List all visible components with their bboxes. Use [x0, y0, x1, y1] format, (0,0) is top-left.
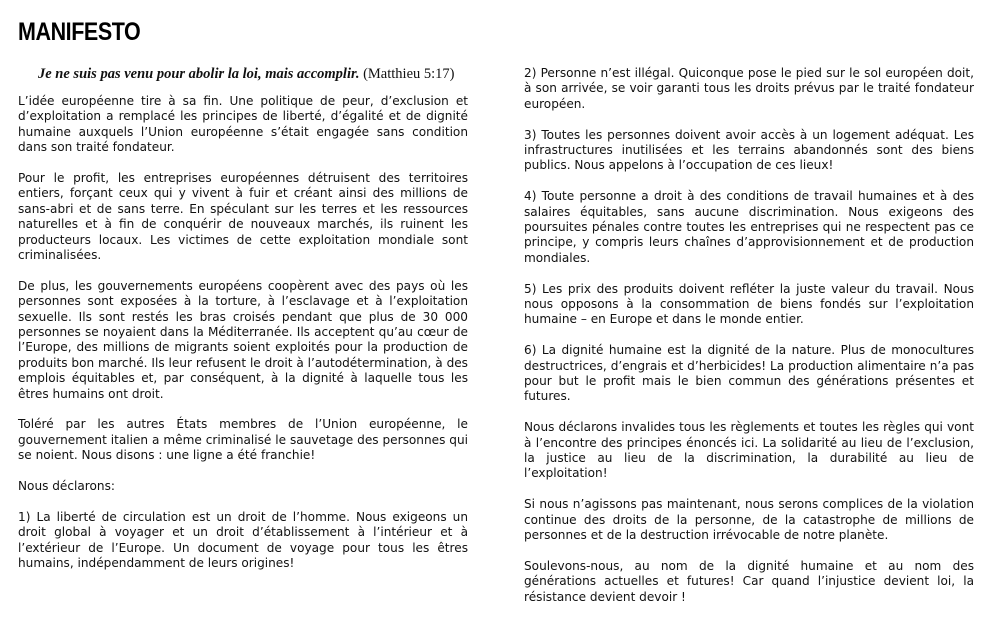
left-column [18, 66, 468, 587]
paragraph-point-1: 1) La liberté de circulation est un droit de l’homme. Nous exigeons un droit global à voyager et un droit d’établissement à l’intérieur et à l’extérieur de l’Europe. Un document de voyage pour tous les êtres humains, indépendamment de leurs origines! [18, 509, 468, 571]
paragraph-declaration-heading: Nous déclarons: [18, 479, 115, 494]
paragraph-point-3: 3) Toutes les personnes doivent avoir accès à un logement adéquat. Les infrastructures inutilisées et les terrains abandonnés sont des biens publics. Nous appelons à l’occupation de ces lieux! [524, 127, 974, 173]
epigraph-source: (Matthieu 5:17) [363, 66, 455, 82]
paragraph-invalid-rules: Nous déclarons invalides tous les règlements et toutes les règles qui vont à l’encontre des principes énoncés ici. La solidarité au lieu de l’exclusion, la justice au lieu de la discrimination, la durabilité au lieu de l’exploitation! [524, 420, 974, 481]
paragraph-governments: De plus, les gouvernements européens coopèrent avec des pays où les personnes sont exposées à la torture, à l’esclavage et à l’exploitation sexuelle. Ils sont restés les bras croisés pendant que plus de 30 000 personnes se noyaient dans la Méditerranée. Ils acceptent qu’au cœur de l’Europe, des millions de migrants soient exploités pour la production de produits bon marché. Ils leur refusent le droit à l’autodétermination, à des emplois équitables et, par conséquent, à la dignité à laquelle tous les êtres humains ont droit. [18, 278, 468, 401]
paragraph-complicity: Si nous n’agissons pas maintenant, nous serons complices de la violation continue des droits de la personne, de la catastrophe de millions de personnes et de la destruction irrévocable de notre planète. [524, 497, 974, 543]
page-title: MANIFESTO [18, 18, 141, 46]
paragraph-closing: Soulevons-nous, au nom de la dignité humaine et au nom des générations actuelles et futures! Car quand l’injustice devient loi, la résistance devient devoir ! [524, 558, 974, 604]
paragraph-point-6: 6) La dignité humaine est la dignité de la nature. Plus de monocultures destructrices, d’engrais et d’herbicides! La production alimentaire n’a pas pour but le profit mais le bien commun des générations présentes et futures. [524, 343, 974, 404]
paragraph-italy: Toléré par les autres États membres de l’Union européenne, le gouvernement italien a même criminalisé le sauvetage des personnes qui se noient. Nous disons : une ligne a été franchie! [18, 417, 468, 463]
right-column [524, 66, 974, 621]
epigraph [18, 66, 468, 83]
paragraph-point-4: 4) Toute personne a droit à des conditions de travail humaines et à des salaires équitables, sans aucune discrimination. Nous exigeons des poursuites pénales contre toutes les entreprises qui ne respectent pas ce principe, y compris leurs chaînes d’approvisionnement et de production mondiales. [524, 189, 974, 265]
paragraph-intro: L’idée européenne tire à sa fin. Une politique de peur, d’exclusion et d’exploitation a remplacé les principes de liberté, d’égalité et de dignité humaine auxquels l’Union européenne s’était engagée sans condition dans son traité fondateur. [18, 94, 468, 155]
paragraph-point-2: 2) Personne n’est illégal. Quiconque pose le pied sur le sol européen doit, à son arrivée, se voir garanti tous les droits prévus par le traité fondateur européen. [524, 66, 974, 111]
epigraph-text: Je ne suis pas venu pour abolir la loi, mais accomplir. [38, 66, 360, 82]
paragraph-profit: Pour le profit, les entreprises européennes détruisent des territoires entiers, forçant ceux qui y vivent à fuir et créant ainsi des millions de sans-abri et de sans terre. En spéculant sur les terres et les ressources naturelles et à fin de conquérir de nouveaux marchés, ils ruinent les producteurs locaux. Les victimes de cette exploitation mondiale sont criminalisées. [18, 171, 468, 263]
paragraph-point-5: 5) Les prix des produits doivent refléter la juste valeur du travail. Nous nous opposons à la consommation de biens fondés sur l’exploitation humaine – en Europe et dans le monde entier. [524, 281, 974, 327]
